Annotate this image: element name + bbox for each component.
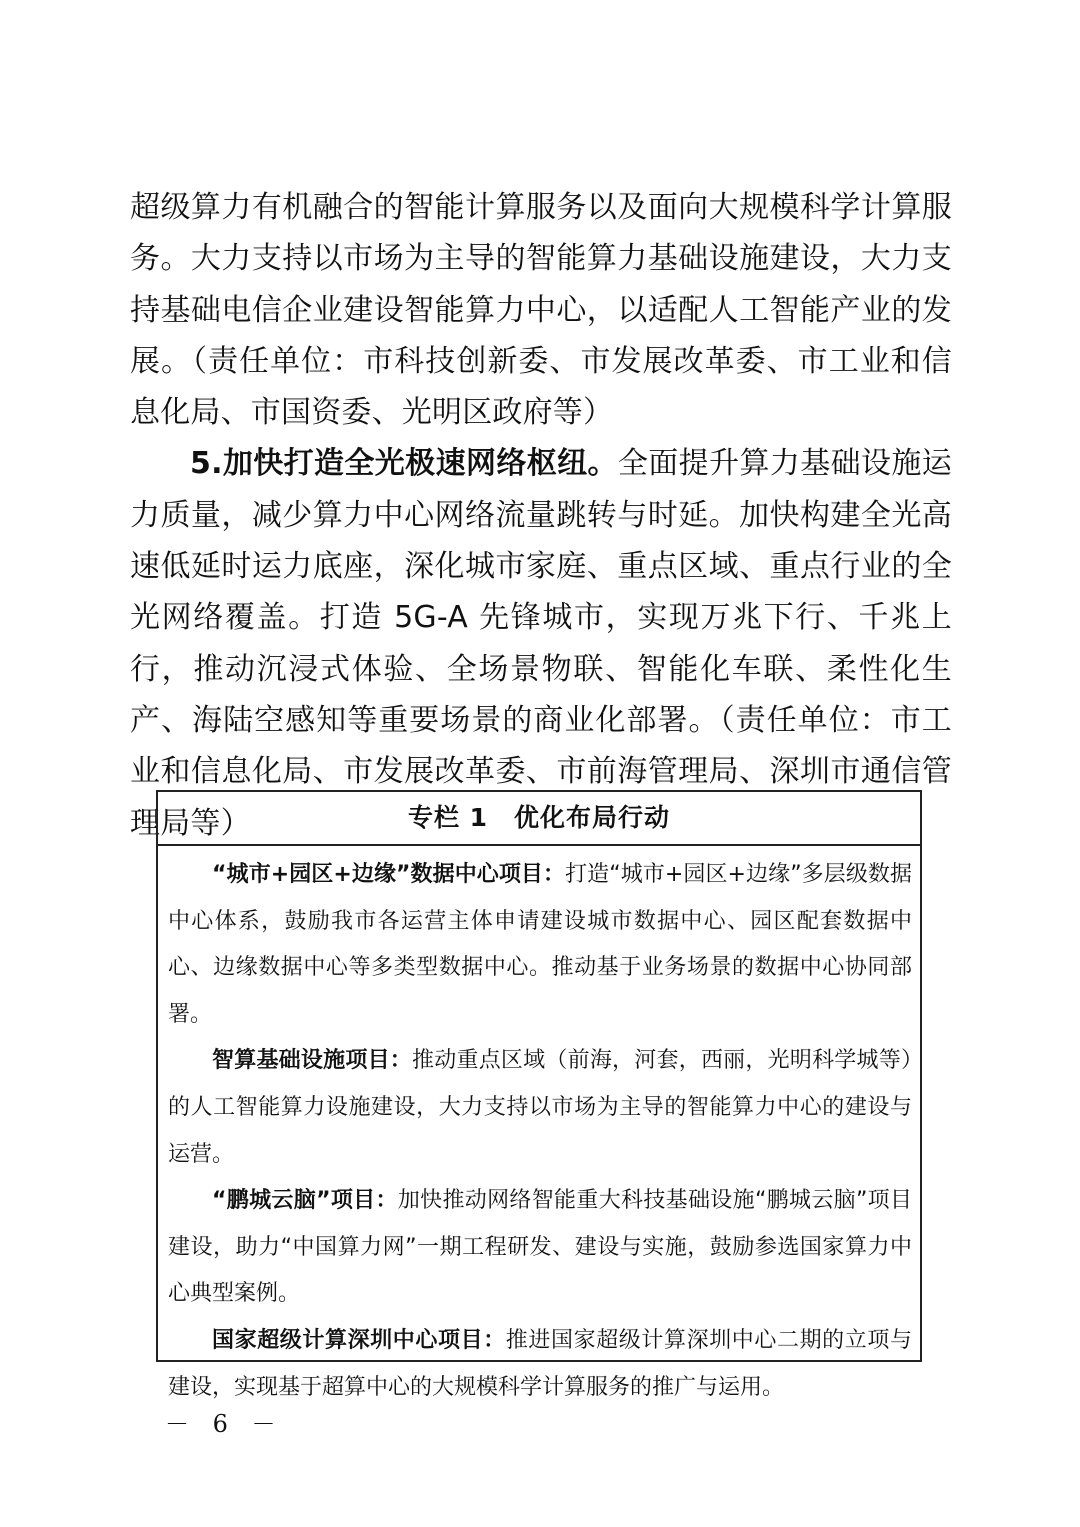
box-item-heading: 智算基础设施项目： <box>212 1048 413 1074</box>
page-number: － 6 － <box>165 1410 284 1438</box>
box-item-text: 推进国家超级计算深圳中心二期的立项与建设，实现基于超算中心的大规模科学计算服务的推广与运用。 <box>168 1327 912 1400</box>
paragraph-network-hub <box>130 438 952 848</box>
column-box-number: 专栏 1 <box>407 803 489 832</box>
column-box-body <box>158 846 920 1411</box>
paragraph-continuation: 超级算力有机融合的智能计算服务以及面向大规模科学计算服务。大力支持以市场为主导的智能算力基础设施建设，大力支持基础电信企业建设智能算力中心，以适配人工智能产业的发展。（责任单位：市科技创新委、市发展改革委、市工业和信息化局、市国资委、光明区政府等） <box>130 190 952 431</box>
section-heading-network-hub: 5.加快打造全光极速网络枢纽。 <box>190 446 618 482</box>
section-text-network-hub: 全面提升算力基础设施运力质量，减少算力中心网络流量跳转与时延。加快构建全光高速低延时运力底座，深化城市家庭、重点区域、重点行业的全光网络覆盖。打造 5G-A 先锋城市，实现万兆下行、千兆上行，推动沉浸式体验、全场景物联、智能化车联、柔性化生产、海陆空感知等重要场景的商业化部署。（责任单位：市工业和信息化局、市发展改革委、市前海管理局、深圳市通信管理局等） <box>130 446 952 841</box>
column-box <box>156 790 922 1400</box>
box-item-heading: 国家超级计算深圳中心项目： <box>212 1327 506 1353</box>
box-item-text: 推动重点区域（前海，河套，西丽，光明科学城等）的人工智能算力设施建设，大力支持以市场为主导的智能算力中心的建设与运营。 <box>168 1048 912 1167</box>
box-item-intelligent-computing <box>168 1038 912 1178</box>
box-item-text: 加快推动网络智能重大科技基础设施“鹏城云脑”项目建设，助力“中国算力网”一期工程研发、建设与实施，鼓励参选国家算力中心典型案例。 <box>168 1188 912 1307</box>
box-item-pengcheng-cloud-brain <box>168 1178 912 1318</box>
box-item-city-park-edge <box>168 852 912 1038</box>
box-item-supercomputing-center <box>168 1318 912 1411</box>
box-item-heading: “城市+园区+边缘”数据中心项目： <box>212 862 566 887</box>
box-item-text: 打造“城市+园区+边缘”多层级数据中心体系，鼓励我市各运营主体申请建设城市数据中心、园区配套数据中心、边缘数据中心等多类型数据中心。推动基于业务场景的数据中心协同部署。 <box>168 862 912 1027</box>
body-text <box>130 182 952 849</box>
column-box-title-text: 优化布局行动 <box>514 803 671 832</box>
column-box-title <box>158 792 920 846</box>
box-item-heading: “鹏城云脑”项目： <box>212 1188 398 1214</box>
